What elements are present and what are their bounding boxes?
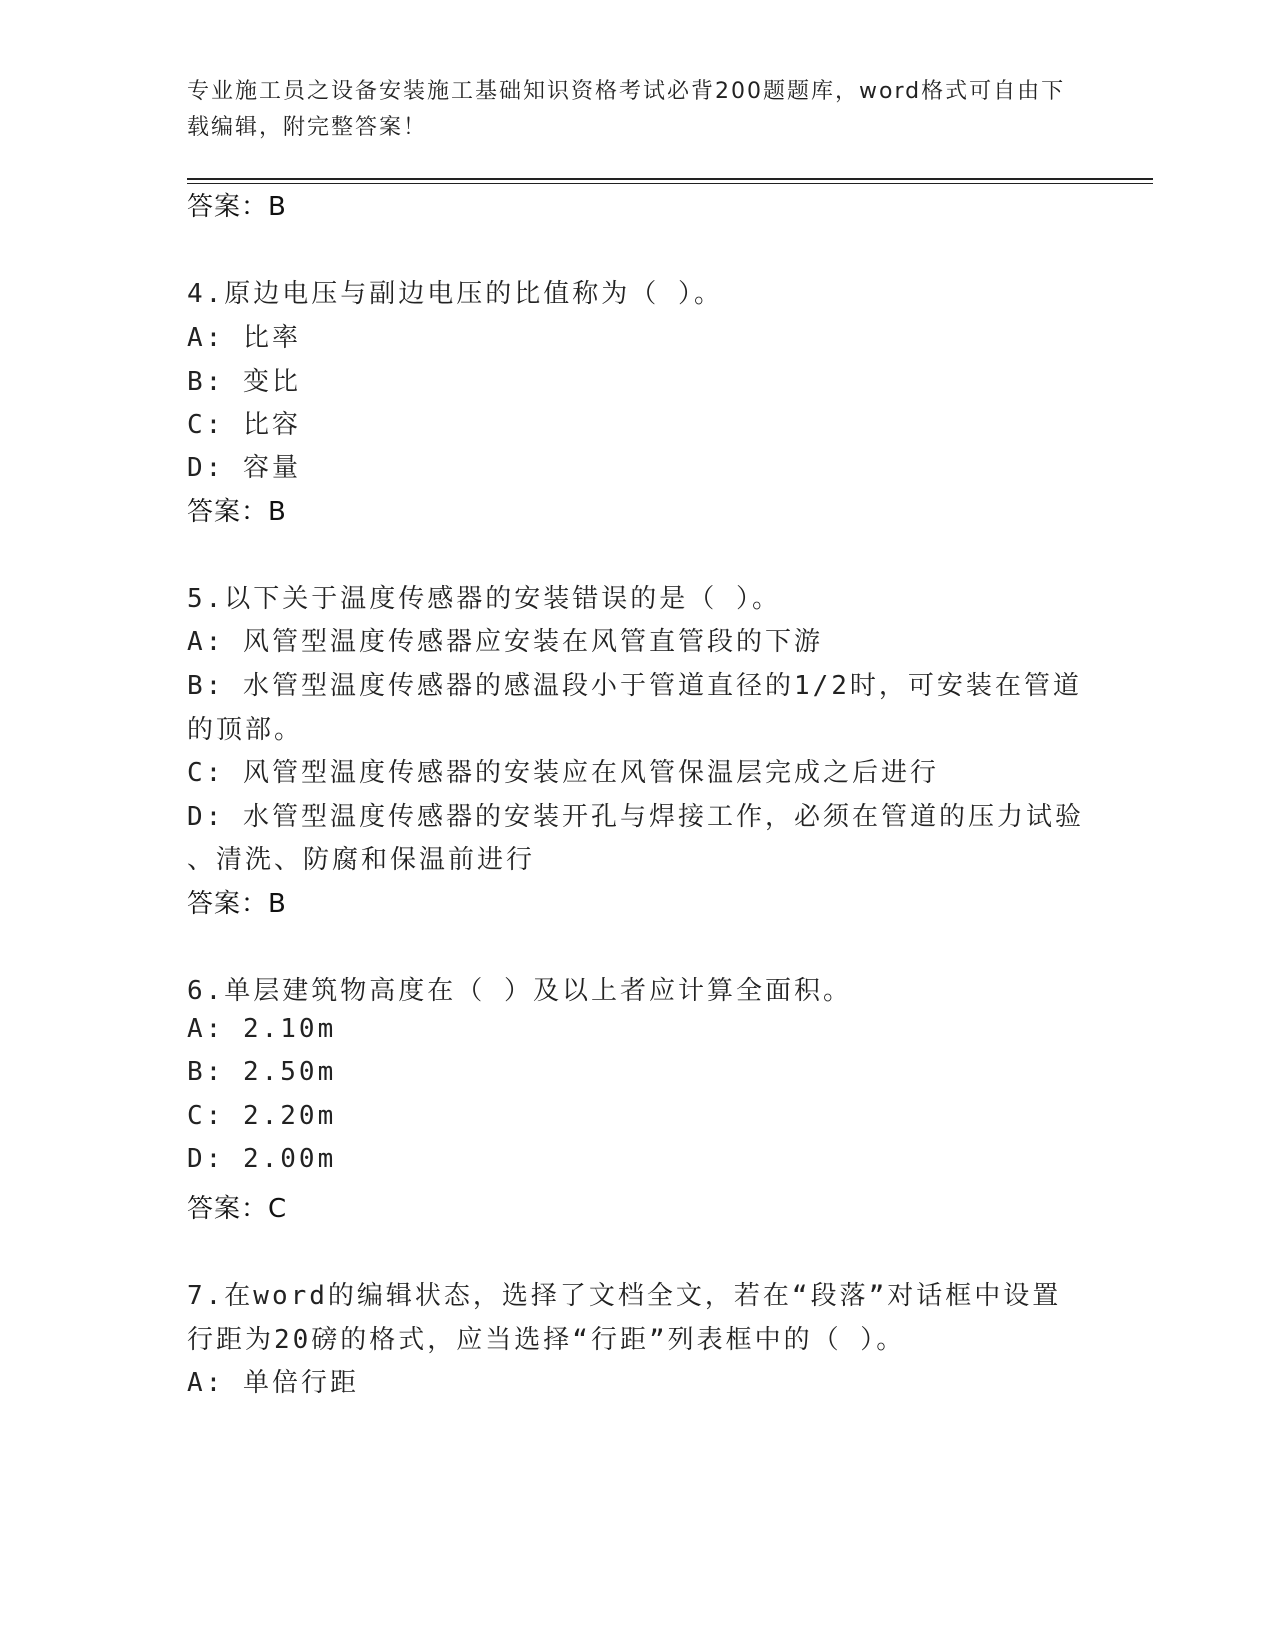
- question-6-option-d: D: 2.00m: [187, 1144, 337, 1174]
- question-7-stem: 7.在word的编辑状态，选择了文档全文，若在“段落”对话框中设置: [187, 1281, 1062, 1311]
- question-6-option-c: C: 2.20m: [187, 1101, 337, 1131]
- header-divider: [187, 178, 1153, 180]
- document-header: 专业施工员之设备安装施工基础知识资格考试必背200题题库，word格式可自由下载编辑，附完整答案！: [187, 79, 1066, 140]
- question-6-option-a: A: 2.10m: [187, 1014, 337, 1044]
- question-7-stem-cont: 行距为20磅的格式，应当选择“行距”列表框中的（ ）。: [187, 1325, 906, 1355]
- question-7-option-a: A: 单倍行距: [187, 1368, 359, 1398]
- question-5-answer: 答案：B: [187, 889, 287, 919]
- header-divider-thin: [187, 183, 1153, 184]
- question-5-option-d: D: 水管型温度传感器的安装开孔与焊接工作，必须在管道的压力试验: [187, 802, 1084, 832]
- answer-prev: 答案：B: [187, 192, 287, 222]
- question-5-option-a: A: 风管型温度传感器应安装在风管直管段的下游: [187, 627, 823, 657]
- question-4-option-a: A: 比率: [187, 323, 301, 353]
- question-4-option-c: C: 比容: [187, 410, 301, 440]
- question-4-stem: 4.原边电压与副边电压的比值称为（ ）。: [187, 279, 723, 309]
- question-4-option-d: D: 容量: [187, 453, 301, 483]
- question-5-option-d-cont: 、清洗、防腐和保温前进行: [187, 845, 536, 875]
- question-5-stem: 5.以下关于温度传感器的安装错误的是（ ）。: [187, 584, 781, 614]
- question-5-option-b: B: 水管型温度传感器的感温段小于管道直径的1/2时，可安装在管道: [187, 671, 1082, 701]
- question-4-answer: 答案：B: [187, 497, 287, 527]
- question-5-option-c: C: 风管型温度传感器的安装应在风管保温层完成之后进行: [187, 758, 939, 788]
- question-5-option-b-cont: 的顶部。: [187, 715, 304, 745]
- question-6-option-b: B: 2.50m: [187, 1057, 337, 1087]
- question-4-option-b: B: 变比: [187, 367, 301, 397]
- question-6-answer: 答案：C: [187, 1194, 288, 1224]
- question-6-stem: 6.单层建筑物高度在（ ）及以上者应计算全面积。: [187, 976, 852, 1006]
